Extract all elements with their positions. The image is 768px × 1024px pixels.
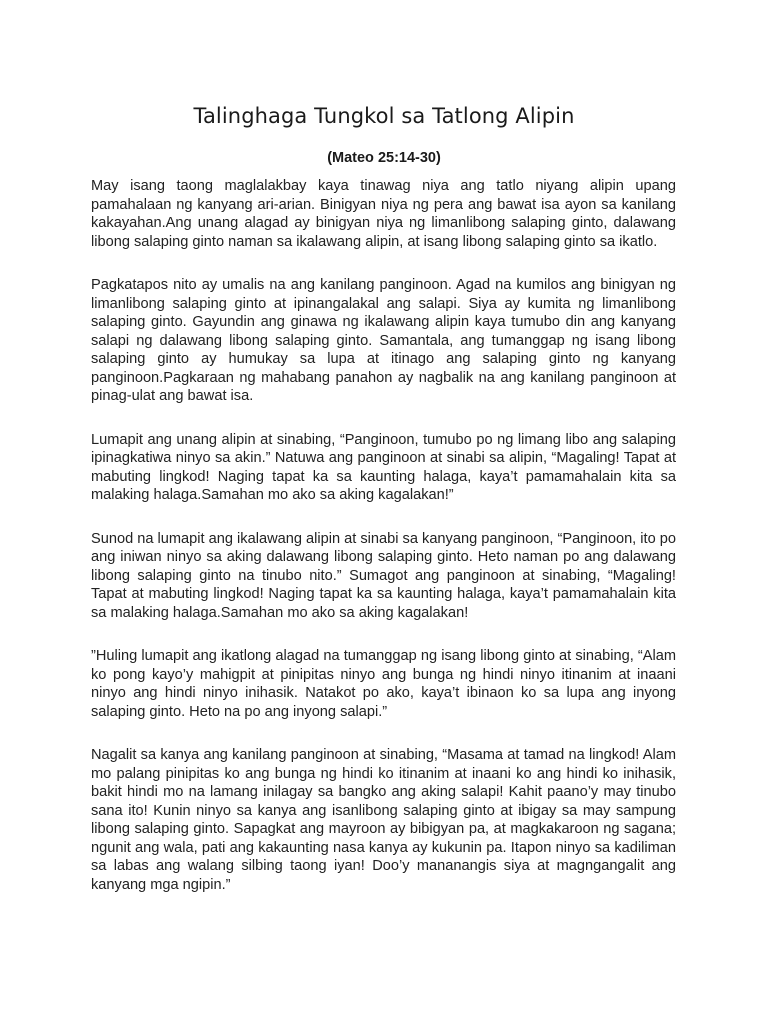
document-body <box>91 177 676 919</box>
paragraph-6: Nagalit sa kanya ang kanilang panginoon at sinabing, “Masama at tamad na lingkod! Alam mo palang pinipitas ko ang bunga ng hindi ko itinanim at inaani ko ang hindi ko inihasik, bakit hindi mo na lamang inilagay sa bangko ang aking salapi! Kahit paano’y may tinubo sana ito! Kunin ninyo sa kanya ang isanlibong salaping ginto at ibigay sa may sampung libong salaping ginto. Sapagkat ang mayroon ay bibigyan pa, at magkakaroon ng sagana; ngunit ang wala, pati ang kakaunting nasa kanya ay kukunin pa. Itapon ninyo sa kadiliman sa labas ang walang silbing taong iyan! Doo’y mananangis siya at magngangalit ang kanyang mga ngipin.” <box>91 747 676 893</box>
paragraph-4: Sunod na lumapit ang ikalawang alipin at sinabi sa kanyang panginoon, “Panginoon, ito po ang iniwan ninyo sa aking dalawang libong salaping ginto. Heto naman po ang dalawang libong salaping ginto na tinubo nito.” Sumagot ang panginoon at sinabing, “Magaling! Tapat at mabuting lingkod! Naging tapat ka sa kaunting halaga, kaya’t pamamahalain kita sa malaking halaga.Samahan mo ako sa aking kagalakan! <box>91 530 676 621</box>
paragraph-5: ”Huling lumapit ang ikatlong alagad na tumanggap ng isang libong ginto at sinabing, “Alam ko pong kayo’y mahigpit at pinipitas ninyo ang bunga ng hindi ninyo itinanim at inaani ninyo ang hindi ninyo inihasik. Natakot po ako, kaya’t ibinaon ko sa lupa ang inyong salaping ginto. Heto na po ang inyong salapi.” <box>91 648 676 720</box>
paragraph-2: Pagkatapos nito ay umalis na ang kanilang panginoon. Agad na kumilos ang binigyan ng limanlibong salaping ginto at ipinangalakal ang salapi. Siya ay kumita ng limanlibong salaping ginto. Gayundin ang ginawa ng ikalawang alipin kaya tumubo din ang kanyang salapi ng dalawang libong salaping ginto. Samantala, ang tumanggap ng isang libong salaping ginto ay humukay sa lupa at itinago ang salaping ginto ng kanyang panginoon.Pagkaraan ng mahabang panahon ay nagbalik na ang kanilang panginoon at pinag-ulat ang bawat isa. <box>91 277 676 404</box>
document-title: Talinghaga Tungkol sa Tatlong Alipin <box>193 104 575 128</box>
scripture-reference: (Mateo 25:14-30) <box>327 150 441 166</box>
paragraph-3: Lumapit ang unang alipin at sinabing, “Panginoon, tumubo po ng limang libo ang salaping ipinagkatiwa ninyo sa akin.” Natuwa ang panginoon at sinabi sa alipin, “Magaling! Tapat at mabuting lingkod! Naging tapat ka sa kaunting halaga, kaya’t pamamahalain kita sa malaking halaga.Samahan mo ako sa aking kagalakan!” <box>91 431 676 503</box>
paragraph-1: May isang taong maglalakbay kaya tinawag niya ang tatlo niyang alipin upang pamahalaan ng kanyang ari-arian. Binigyan niya ng pera ang bawat isa ayon sa kanilang kakayahan.Ang unang alagad ay binigyan niya ng limanlibong salaping ginto, dalawang libong salaping ginto naman sa ikalawang alipin, at isang libong salaping ginto sa ikatlo. <box>91 178 676 250</box>
